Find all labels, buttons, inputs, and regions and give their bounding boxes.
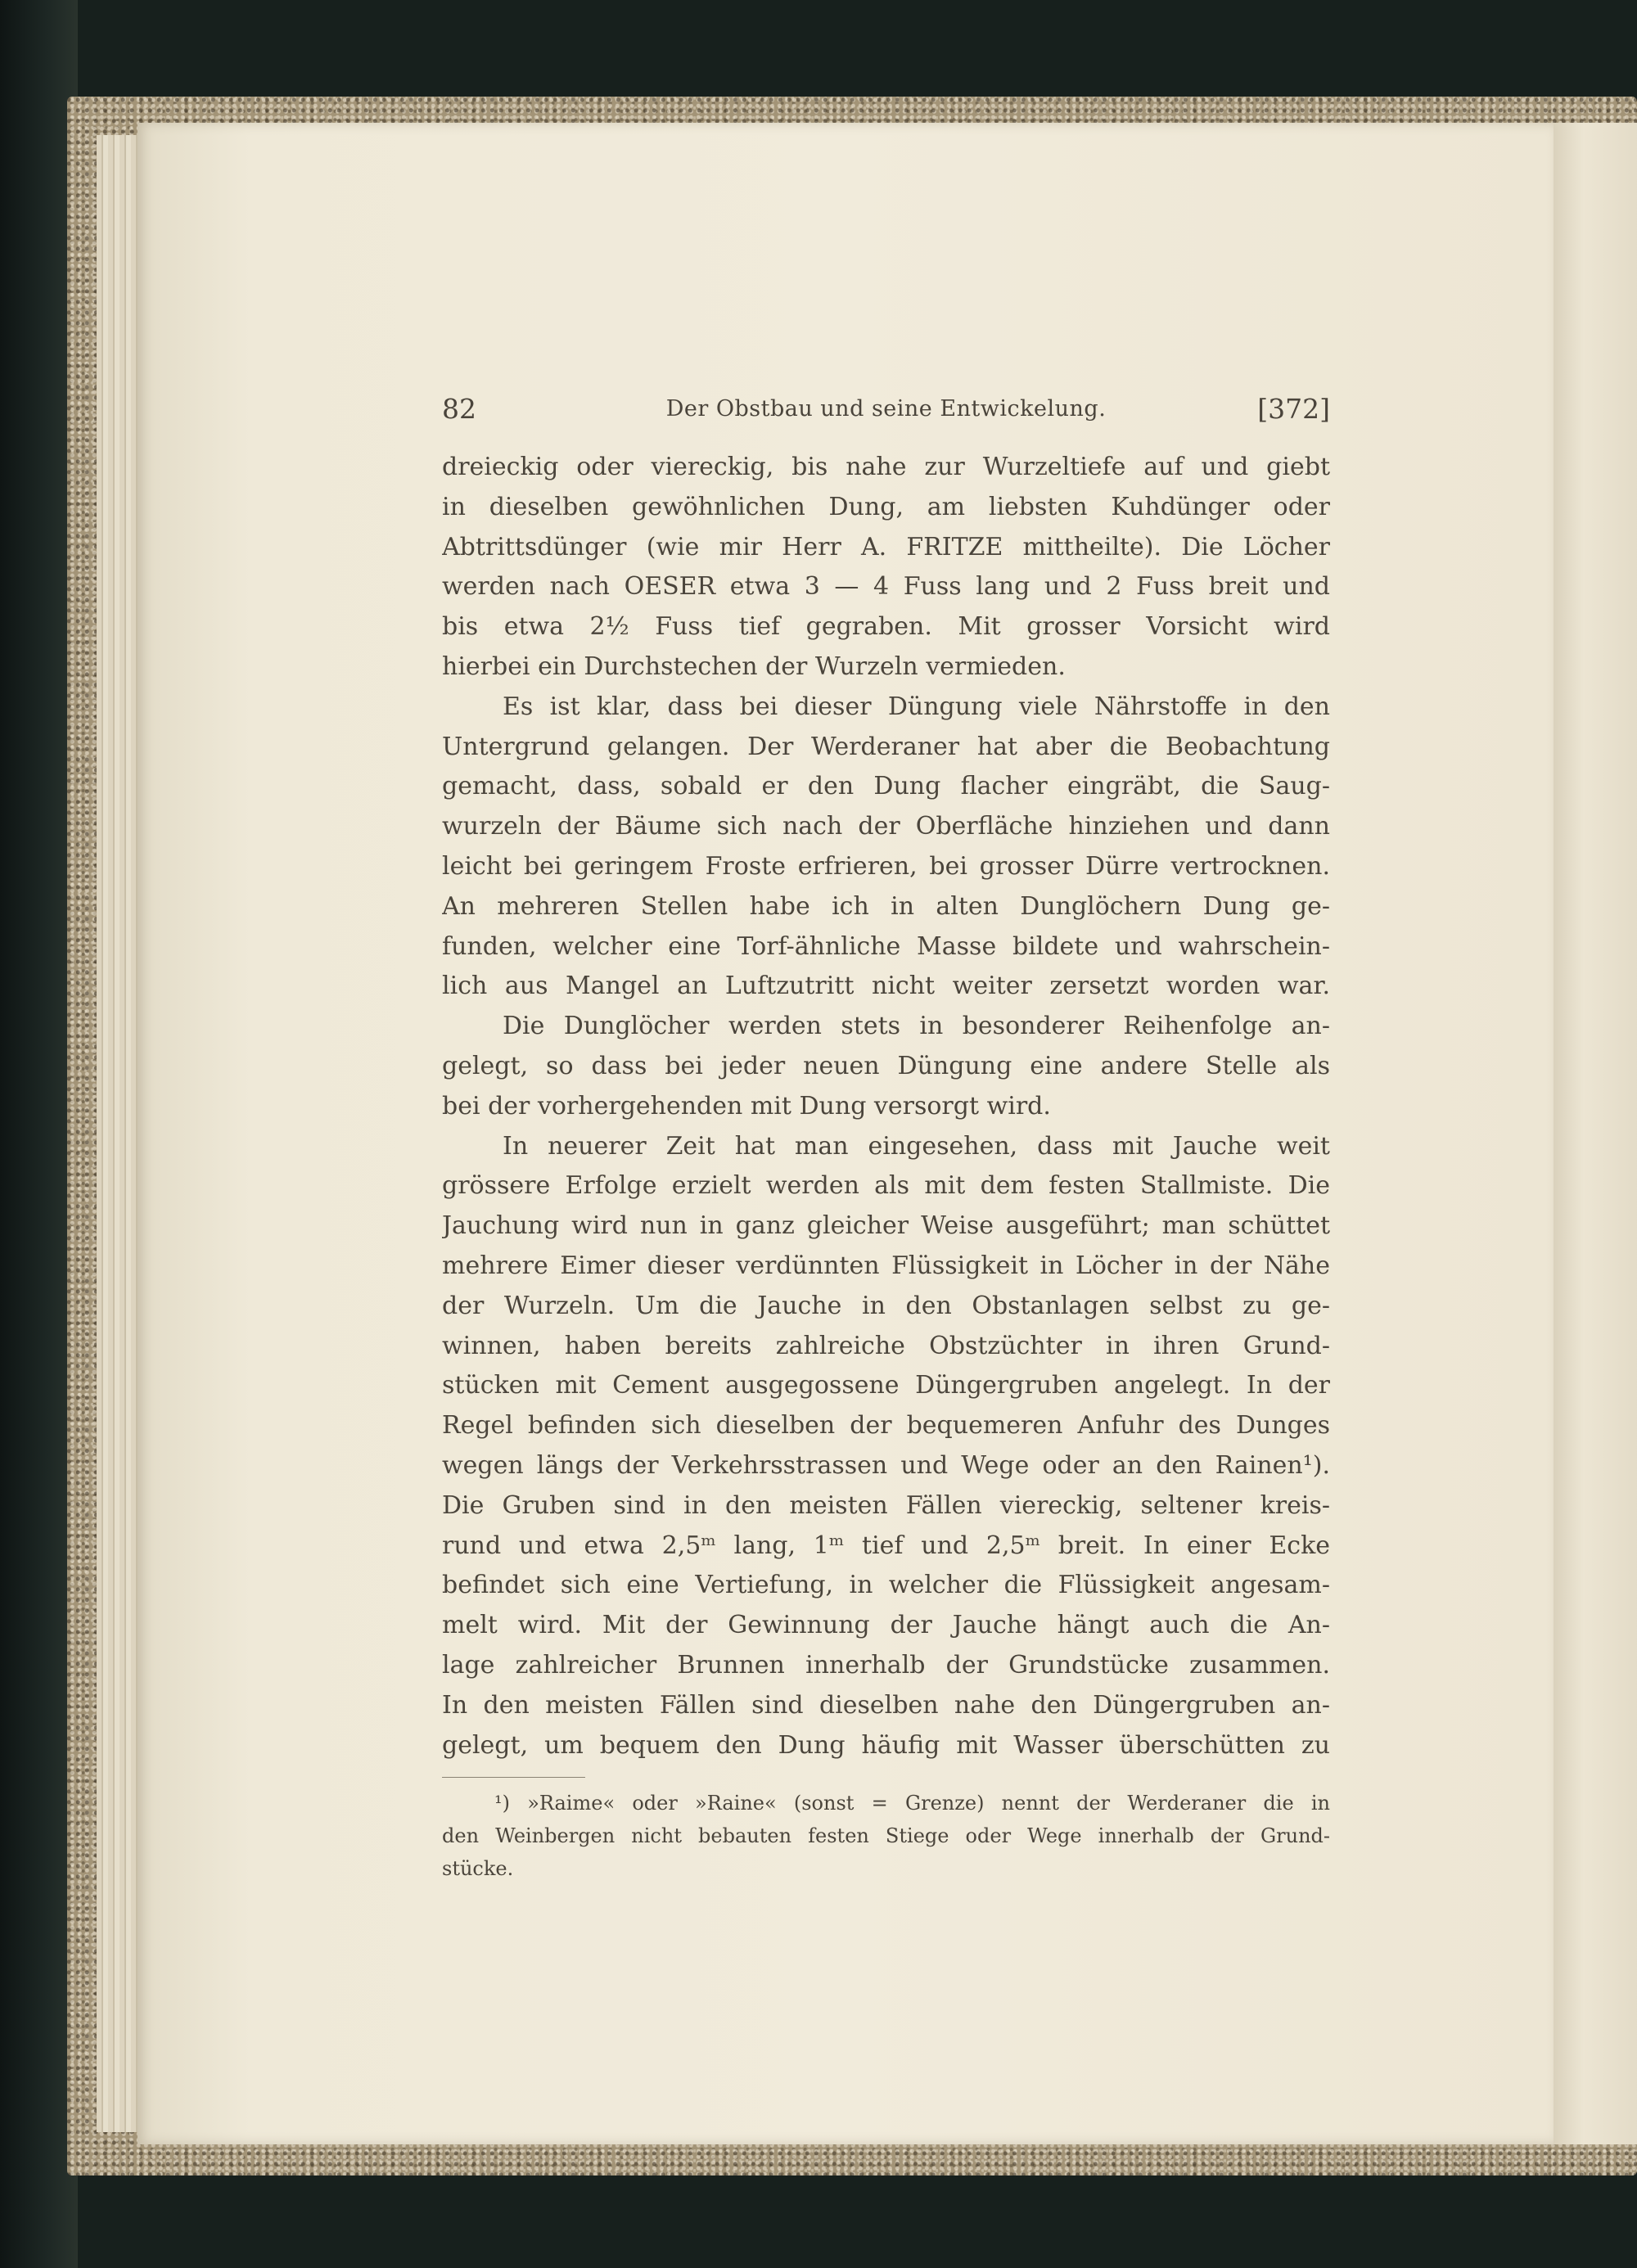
running-title: Der Obstbau und seine Entwickelung. (665, 396, 1107, 422)
text-line: gelegt, um bequem den Dung häufig mit Wasser überschütten zu (442, 1730, 1330, 1760)
text-line: lage zahlreicher Brunnen innerhalb der Grundstücke zusammen. (442, 1650, 1330, 1680)
paragraph-start-line: Es ist klar, dass bei dieser Düngung viele Nährstoffe in den (503, 692, 1330, 721)
page-header (442, 391, 1330, 432)
text-line: rund und etwa 2,5ᵐ lang, 1ᵐ tief und 2,5ᵐ breit. In einer Ecke (442, 1531, 1330, 1560)
text-line: Die Gruben sind in den meisten Fällen viereckig, seltener kreis- (442, 1490, 1330, 1520)
paragraph-start-line: Die Dunglöcher werden stets in besonderer Reihenfolge an- (503, 1012, 1330, 1041)
text-line: Jauchung wird nun in ganz gleicher Weise ausgeführt; man schüttet (442, 1211, 1330, 1241)
text-line: stücken mit Cement ausgegossene Düngergruben angelegt. In der (442, 1371, 1330, 1400)
page-number: 82 (442, 393, 476, 425)
book-binding (0, 0, 78, 2268)
text-line: In den meisten Fällen sind dieselben nahe den Düngergruben an- (442, 1690, 1330, 1720)
text-line: hierbei ein Durchstechen der Wurzeln vermieden. (442, 652, 1066, 681)
text-line: bis etwa 2½ Fuss tief gegraben. Mit grosser Vorsicht wird (442, 612, 1330, 642)
footnote (442, 1787, 1330, 1885)
footnote-line: stücke. (442, 1857, 514, 1880)
paragraph-start-line: In neuerer Zeit hat man eingesehen, dass mit Jauche weit (503, 1131, 1330, 1161)
text-line: melt wird. Mit der Gewinnung der Jauche hängt auch die An- (442, 1611, 1330, 1640)
text-line: bei der vorhergehenden mit Dung versorgt wird. (442, 1091, 1051, 1120)
facing-page-edge (1545, 123, 1637, 2144)
text-line: gemacht, dass, sobald er den Dung flacher eingräbt, die Saug- (442, 772, 1330, 801)
text-line: winnen, haben bereits zahlreiche Obstzüchter in ihren Grund- (442, 1331, 1330, 1360)
text-line: wegen längs der Verkehrsstrassen und Wege oder an den Rainen¹). (442, 1450, 1330, 1480)
text-line: Untergrund gelangen. Der Werderaner hat aber die Beobachtung (442, 732, 1330, 761)
footnote-line: den Weinbergen nicht bebauten festen Stiege oder Wege innerhalb der Grund- (442, 1824, 1330, 1847)
text-line: Abtrittsdünger (wie mir Herr A. FRITZE mittheilte). Die Löcher (442, 532, 1330, 561)
footnote-rule (442, 1777, 585, 1778)
text-line: grössere Erfolge erzielt werden als mit dem festen Stallmiste. Die (442, 1171, 1330, 1201)
text-line: wurzeln der Bäume sich nach der Oberfläche hinziehen und dann (442, 812, 1330, 841)
original-page-number: [372] (1257, 393, 1330, 425)
text-line: befindet sich eine Vertiefung, in welcher die Flüssigkeit angesam- (442, 1571, 1330, 1600)
footnote-line: ¹) »Raime« oder »Raine« (sonst = Grenze) nennt der Werderaner die in (494, 1792, 1330, 1815)
text-line: mehrere Eimer dieser verdünnten Flüssigkeit in Löcher in der Nähe (442, 1251, 1330, 1280)
text-line: gelegt, so dass bei jeder neuen Düngung eine andere Stelle als (442, 1051, 1330, 1080)
text-line: An mehreren Stellen habe ich in alten Dunglöchern Dung ge- (442, 891, 1330, 921)
text-line: in dieselben gewöhnlichen Dung, am liebsten Kuhdünger oder (442, 492, 1330, 521)
body-text (442, 448, 1330, 1765)
text-line: Regel befinden sich dieselben der bequemeren Anfuhr des Dunges (442, 1411, 1330, 1441)
text-line: funden, welcher eine Torf-ähnliche Masse bildete und wahrschein- (442, 931, 1330, 961)
text-line: dreieckig oder viereckig, bis nahe zur Wurzeltiefe auf und giebt (442, 453, 1330, 481)
text-line: werden nach OESER etwa 3 — 4 Fuss lang und 2 Fuss breit und (442, 572, 1330, 602)
text-line: leicht bei geringem Froste erfrieren, bei grosser Dürre vertrocknen. (442, 851, 1330, 881)
text-line: der Wurzeln. Um die Jauche in den Obstanlagen selbst zu ge- (442, 1291, 1330, 1320)
text-line: lich aus Mangel an Luftzutritt nicht weiter zersetzt worden war. (442, 972, 1330, 1001)
